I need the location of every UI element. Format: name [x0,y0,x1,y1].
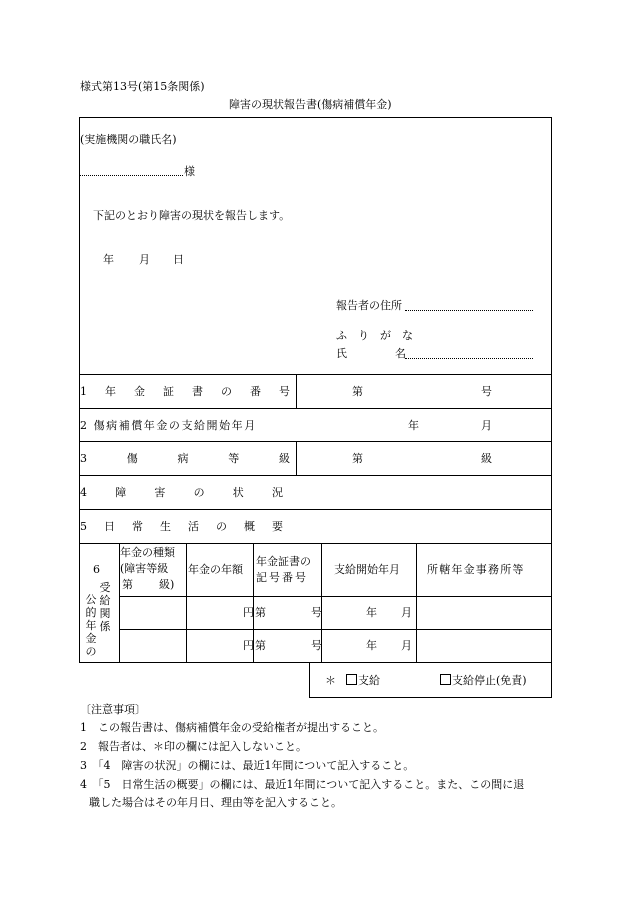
reporter-address-line [405,310,533,311]
addressee-honorific: 様 [184,165,195,178]
row-5-char: 生 [160,520,171,533]
row-3-number: 3 [80,452,87,465]
pension-row-nen: 年 [366,606,377,619]
form-number: 様式第13号(第15条関係) [80,80,205,93]
row-4-label [80,486,283,499]
note-number: 2 [80,740,87,753]
row-1-char: の [221,385,232,398]
office-use-asterisk: ＊ [325,674,336,687]
pension-row-nen: 年 [366,639,377,652]
pension-start-header: 支給開始年月 [334,563,400,576]
pension-type-header-1: 年金の種類 [120,546,175,559]
office-box-bottom [309,697,552,698]
row-1-number: 1 [80,385,87,398]
note-number: 3 [80,759,87,772]
stop-label: 支給停止(免責) [452,674,527,687]
pension-row-go: 号 [311,639,322,652]
checkbox-icon [440,674,451,685]
form-title: 障害の現状報告書(傷病補償年金) [229,98,392,111]
row-1-go: 号 [481,385,492,398]
pension-type-header-2: (障害等級 [120,562,169,575]
row-5-char: 活 [188,520,199,533]
table-border-right [551,117,552,698]
pension-amount-header: 年金の年額 [188,563,243,576]
addressee-line [80,175,183,176]
row-5-char: 要 [272,520,283,533]
row-3-char: 病 [177,452,189,465]
table-border-top [79,117,552,118]
pay-label: 支給 [358,674,380,687]
note-continuation: 職した場合はその年月日、理由等を記入すること。 [89,796,342,809]
stop-checkbox[interactable] [440,674,527,687]
row-3-kyu: 級 [481,452,492,465]
pension-row-go: 号 [311,606,322,619]
notes-title: 〔注意事項〕 [80,703,146,716]
row-4-char: の [193,486,205,499]
row-divider [79,374,552,375]
row-1-char: 証 [163,385,174,398]
row-divider [119,629,552,630]
note-item [80,778,524,791]
row-4-char: 障 [115,486,127,499]
row-3-char: 等 [228,452,240,465]
row-divider [79,408,552,409]
reporter-furigana-label: ふ り が な [336,329,413,342]
pension-row-yen: 円 [243,606,254,619]
note-text: 報告者は、＊印の欄には記入しないこと。 [98,740,307,753]
pension-row-dai: 第 [255,639,266,652]
date-day-label: 日 [173,253,184,266]
row-1-char: 書 [192,385,203,398]
row-4-char: 況 [271,486,283,499]
pension-cert-header-2: 記号番号 [256,571,308,584]
row-divider [79,662,552,663]
col-divider [296,441,297,475]
row-5-char: の [216,520,227,533]
row-5-char: 日 [104,520,115,533]
row-3-char: 傷 [126,452,138,465]
row-3-label [80,452,290,465]
pension-row-yen: 円 [243,639,254,652]
pension-section-number: 6 [93,563,100,576]
row-2-label [80,419,292,432]
row-divider [79,543,552,544]
row-2-number: 2 [80,419,89,432]
row-2-nen: 年 [408,419,419,432]
report-statement: 下記のとおり障害の現状を報告します。 [93,209,291,222]
reporter-name-label-1: 氏 [336,347,347,360]
reporter-name-line [405,358,533,359]
note-item [80,740,307,753]
row-1-char: 金 [134,385,145,398]
row-4-char: 害 [154,486,166,499]
reporter-name-label-2: 名 [395,347,406,360]
checkbox-icon [346,674,357,685]
note-item [80,759,414,772]
pension-vertical-label-col2: 公的年金の [85,593,97,658]
note-text: 「4 障害の状況」の欄には、最近1年間について記入すること。 [98,759,415,772]
row-divider [79,441,552,442]
pension-vertical-label-col1: 受給関係 [99,581,111,633]
date-month-label: 月 [139,253,150,266]
note-text: 「5 日常生活の概要」の欄には、最近1年間について記入すること。また、この間に退 [98,778,525,791]
row-5-label [80,520,283,533]
col-divider [186,543,187,663]
row-divider [79,509,552,510]
row-3-dai: 第 [352,452,363,465]
row-1-char: 号 [279,385,290,398]
pension-row-tsuki: 月 [401,639,412,652]
row-2-tsuki: 月 [481,419,492,432]
addressee-label: (実施機関の職氏名) [80,133,177,146]
pay-checkbox[interactable] [346,674,380,687]
pension-row-tsuki: 月 [401,606,412,619]
row-1-char: 年 [105,385,116,398]
row-2-text: 傷病補償年金の支給開始年月 [93,419,257,432]
row-5-char: 常 [132,520,143,533]
pension-cert-header-1: 年金証書の [256,555,311,568]
reporter-address-label: 報告者の住所 [336,299,402,312]
row-5-number: 5 [80,520,87,533]
row-1-label [80,385,290,398]
row-divider [119,596,552,597]
col-divider [296,374,297,408]
note-text: この報告書は、傷病補償年金の受給権者が提出すること。 [98,721,384,734]
col-divider [416,543,417,663]
pension-office-header: 所轄年金事務所等 [427,563,525,576]
note-number: 1 [80,721,87,734]
pension-type-header-3b: 級) [159,578,175,591]
row-4-number: 4 [80,486,87,499]
note-number: 4 [80,778,87,791]
pension-type-header-3a: 第 [122,578,133,591]
col-divider [119,543,120,663]
row-5-char: 概 [244,520,255,533]
note-item [80,721,384,734]
row-4-char: 状 [232,486,244,499]
date-year-label: 年 [103,253,114,266]
row-1-dai: 第 [352,385,363,398]
row-3-char: 級 [279,452,290,465]
office-box-left [309,662,310,698]
row-1-char: 番 [250,385,261,398]
pension-row-dai: 第 [255,606,266,619]
row-divider [79,475,552,476]
